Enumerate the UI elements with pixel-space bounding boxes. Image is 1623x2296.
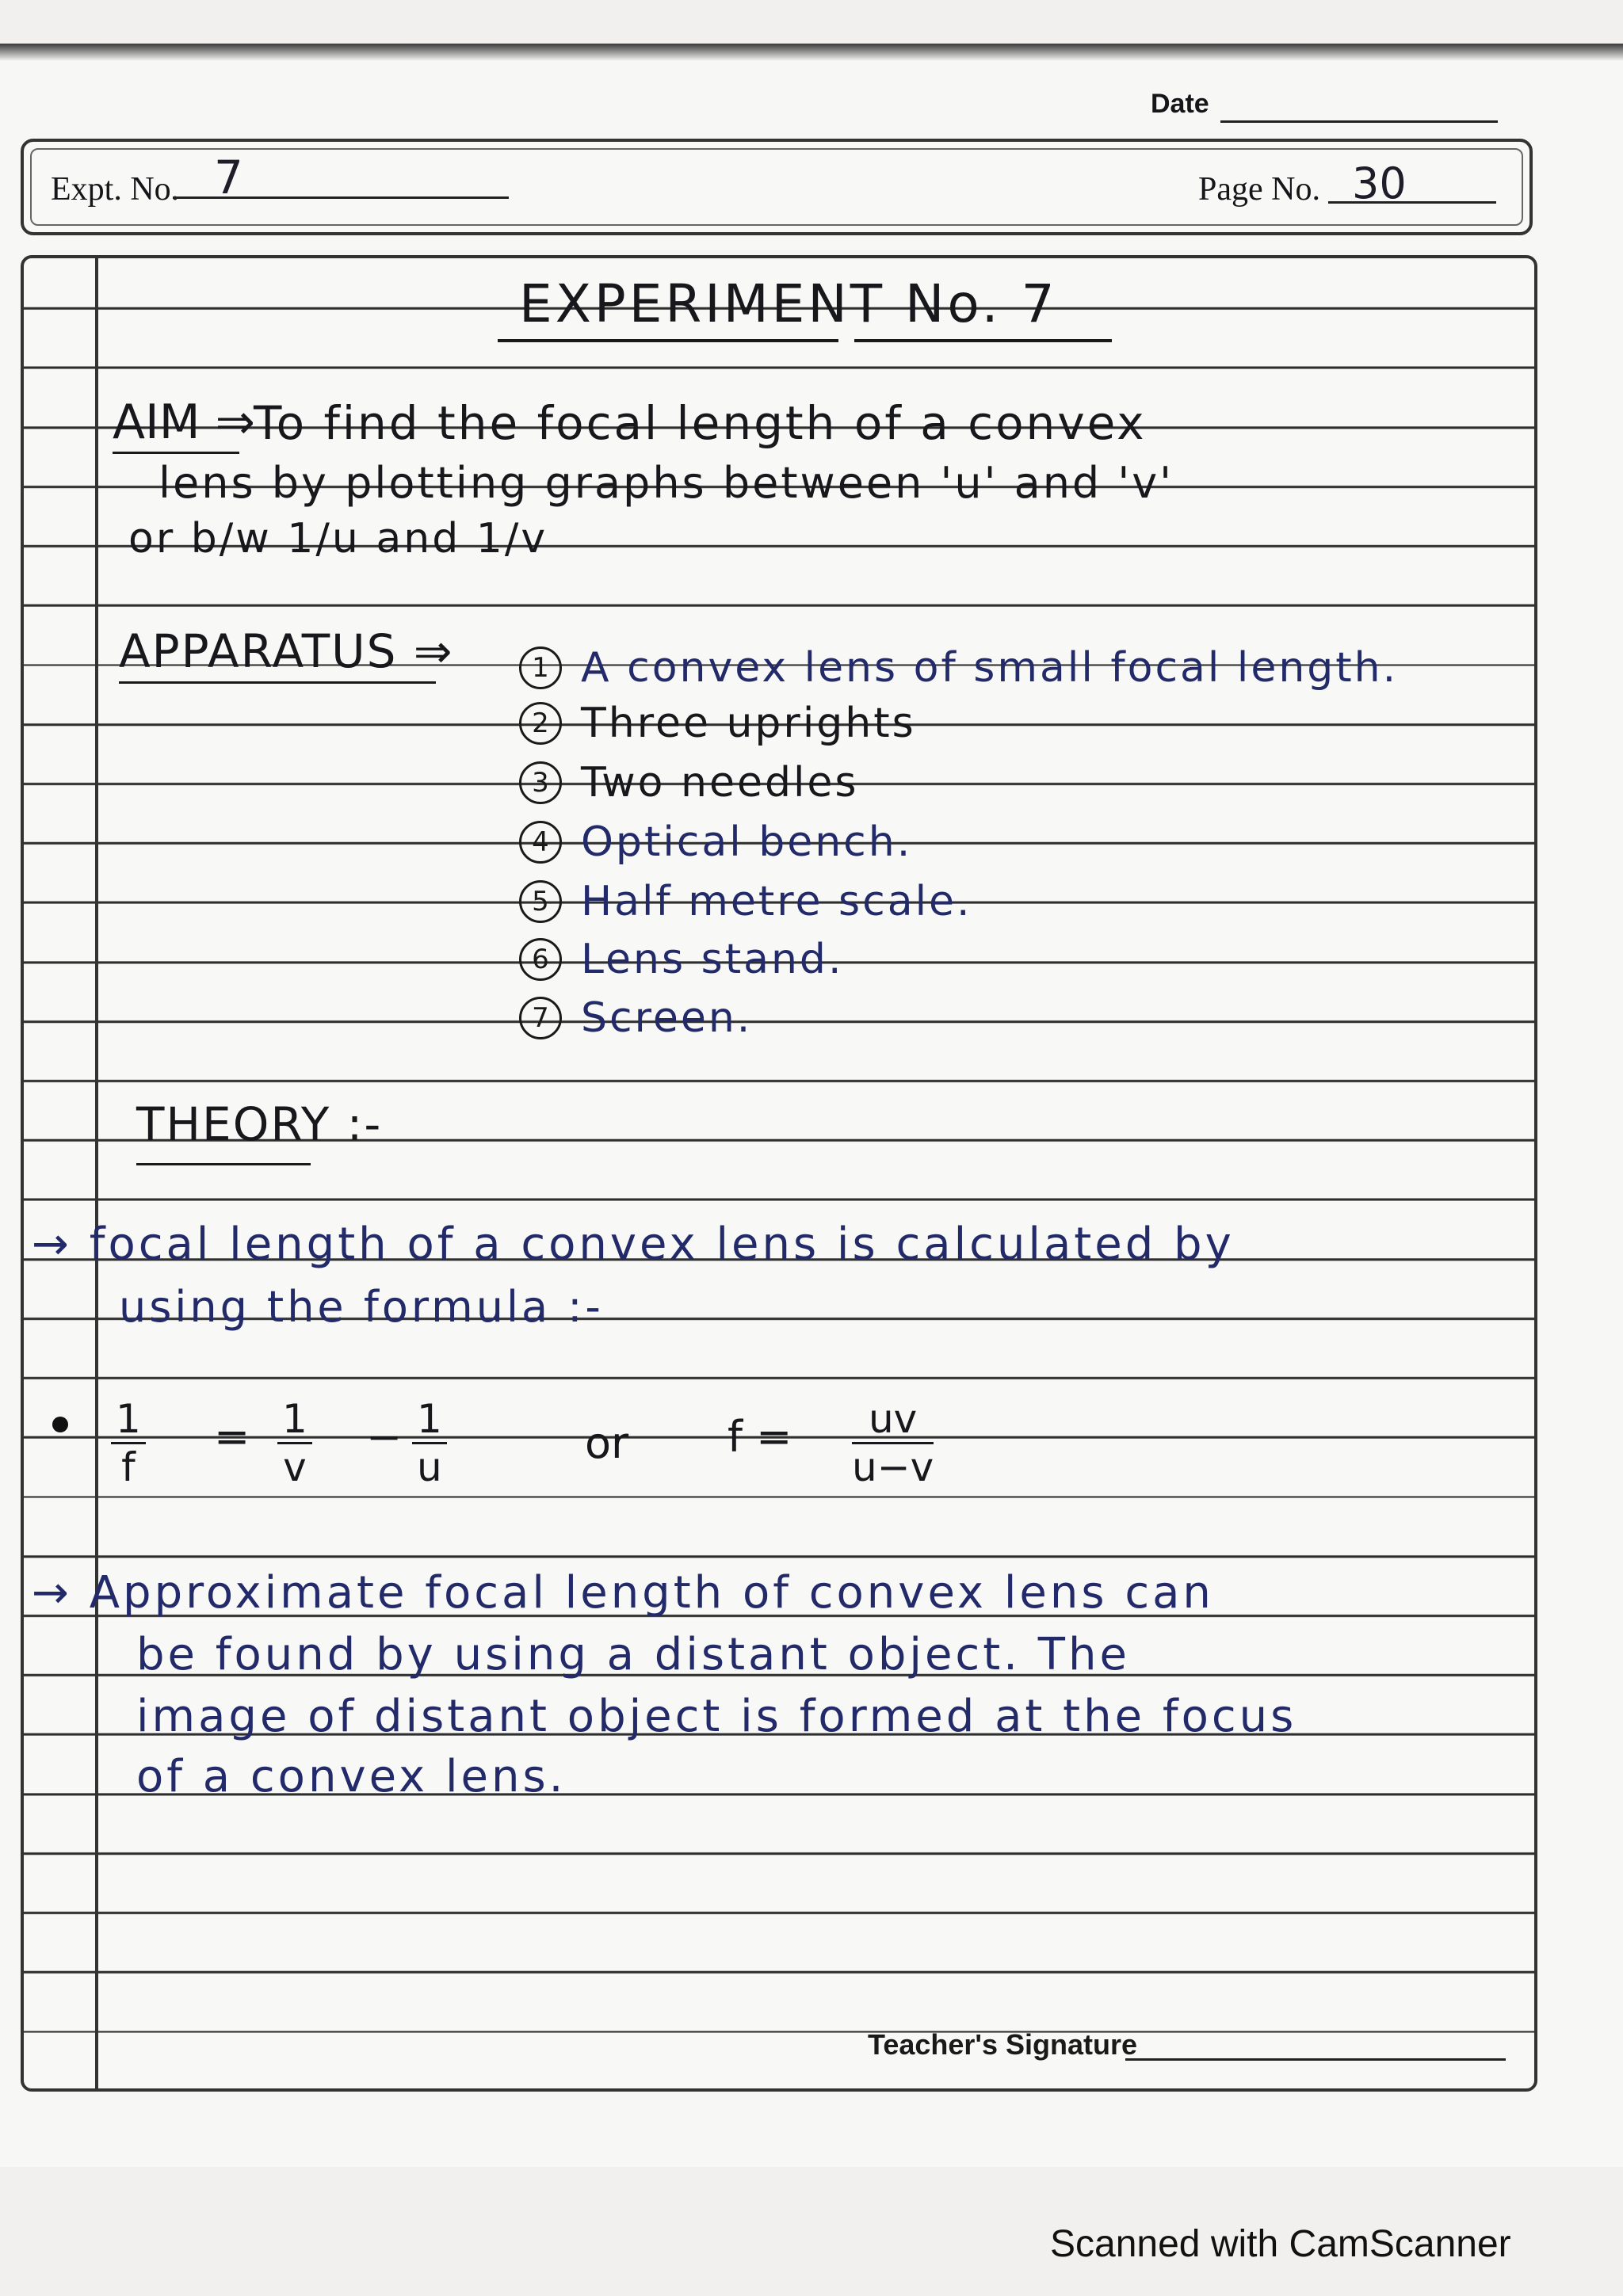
apparatus-item — [519, 642, 1398, 692]
margin-line — [95, 258, 98, 2088]
item-text: Lens stand. — [581, 936, 844, 983]
fraction-1-over-f: $\frac{1}{f}$ — [111, 1396, 146, 1490]
page-no-value: 30 — [1352, 158, 1407, 208]
item-number: 2 — [519, 702, 562, 745]
teacher-signature-label: Teacher's Signature — [868, 2028, 1138, 2061]
experiment-title: EXPERIMENT No. 7 — [519, 273, 1058, 334]
theory-line: be found by using a distant object. The — [136, 1629, 1130, 1680]
fraction-1-over-v: $\frac{1}{v}$ — [277, 1396, 312, 1490]
apparatus-item — [519, 933, 843, 983]
apparatus-item — [519, 992, 752, 1042]
item-text: Optical bench. — [581, 818, 913, 866]
scanner-watermark: Scanned with CamScanner — [1050, 2223, 1511, 2265]
aim-heading: AIM ⇒ — [113, 395, 255, 450]
theory-line: image of distant object is formed at the focus — [136, 1691, 1297, 1742]
theory-line: of a convex lens. — [136, 1751, 567, 1802]
item-number: 5 — [519, 880, 562, 923]
apparatus-item — [519, 875, 972, 925]
item-number: 4 — [519, 821, 562, 864]
aim-line: lens by plotting graphs between 'u' and 'v' — [158, 458, 1174, 508]
item-text: A convex lens of small focal length. — [581, 644, 1399, 692]
aim-line: To find the focal length of a convex — [254, 396, 1147, 450]
teacher-signature-line — [1125, 2058, 1506, 2061]
theory-line: → focal length of a convex lens is calculated by — [32, 1219, 1235, 1270]
aim-underline — [113, 452, 239, 454]
date-line — [1220, 120, 1498, 123]
apparatus-underline — [119, 681, 436, 684]
apparatus-item — [519, 757, 859, 807]
item-number: 7 — [519, 997, 562, 1039]
fraction-1-over-u: $\frac{1}{u}$ — [412, 1396, 447, 1490]
theory-line: → Approximate focal length of convex lens can — [32, 1567, 1214, 1619]
item-text: Two needles — [581, 759, 859, 807]
item-text: Three uprights — [581, 700, 916, 747]
title-underline — [854, 339, 1112, 342]
theory-line: using the formula :- — [119, 1282, 604, 1332]
expt-no-label: Expt. No. — [51, 171, 180, 208]
apparatus-item — [519, 697, 916, 747]
title-underline — [498, 339, 838, 342]
minus-sign: − — [366, 1412, 403, 1462]
equals-sign: = — [214, 1412, 250, 1462]
item-number: 1 — [519, 646, 562, 689]
page-top-shadow — [0, 44, 1623, 61]
theory-heading: THEORY :- — [136, 1097, 383, 1151]
theory-underline — [136, 1163, 311, 1165]
expt-no-value: 7 — [214, 151, 243, 204]
apparatus-heading: APPARATUS ⇒ — [119, 624, 454, 678]
apparatus-item — [519, 816, 912, 866]
fraction-uv-over-u-minus-v: $\frac{uv}{u-v}$ — [852, 1396, 934, 1490]
item-text: Screen. — [581, 994, 753, 1042]
item-number: 3 — [519, 761, 562, 804]
bullet-dot — [52, 1417, 68, 1432]
aim-line: or b/w 1/u and 1/v — [128, 515, 548, 563]
f-equals: f = — [727, 1412, 792, 1462]
item-text: Half metre scale. — [581, 878, 972, 925]
or-text: or — [585, 1418, 629, 1468]
date-label: Date — [1151, 89, 1209, 119]
page-bottom-edge — [0, 2167, 1623, 2180]
item-number: 6 — [519, 938, 562, 981]
page-no-label: Page No. — [1198, 171, 1320, 208]
